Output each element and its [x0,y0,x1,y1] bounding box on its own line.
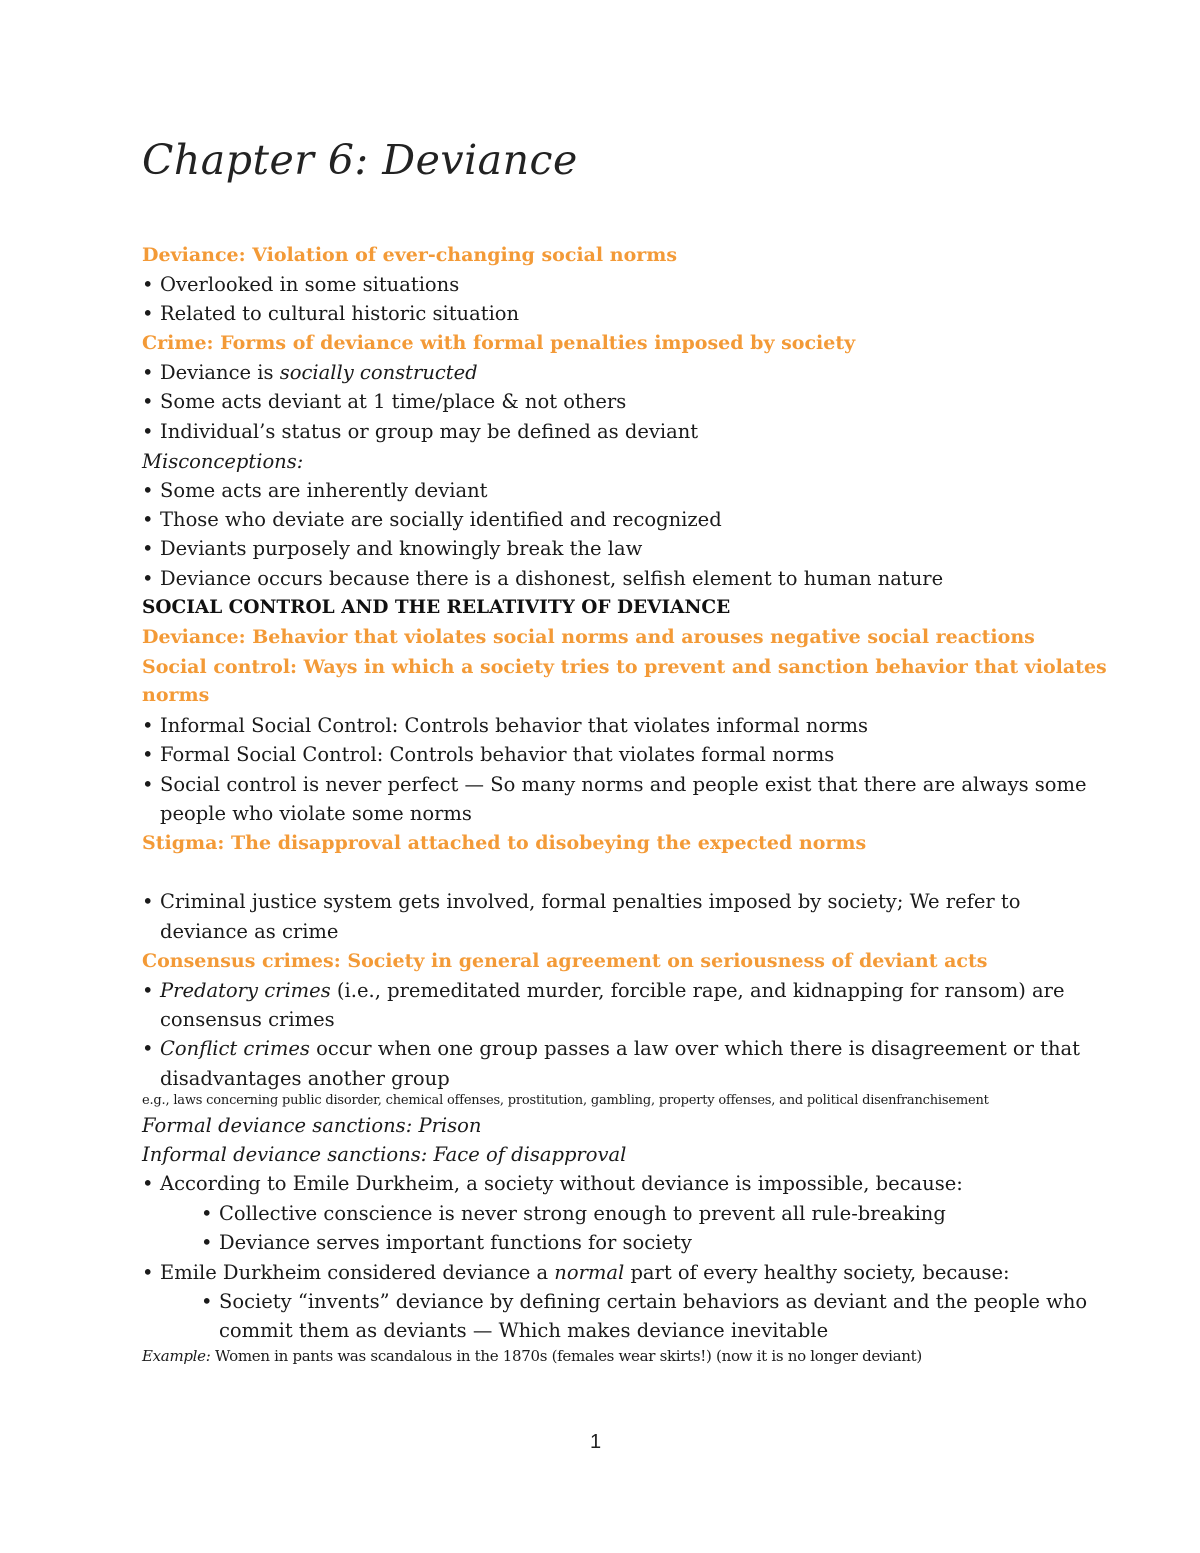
list-item: • Individual’s status or group may be defined as deviant [142,417,698,446]
example-note: e.g., laws concerning public disorder, chemical offenses, prostitution, gambling, property offenses, and political disenfranchisement [142,1093,989,1108]
formal-sanctions: Formal deviance sanctions: Prison [142,1114,482,1137]
bullet: • [142,1037,154,1060]
definition-social-control-cont: norms [142,684,210,706]
bullet: • [142,420,154,443]
list-item-continuation: people who violate some norms [160,802,472,825]
bullet: • [142,273,154,296]
list-item-continuation: consensus crimes [160,1008,335,1031]
bullet: • [142,537,154,560]
bullet: • [142,302,154,325]
bullet: • [142,361,154,384]
definition-deviance-behavior: Deviance: Behavior that violates social norms and arouses negative social reactions [142,626,1035,648]
list-item: • Deviants purposely and knowingly break the law [142,534,642,563]
bullet: • [142,714,154,737]
list-item-continuation: disadvantages another group [160,1067,450,1090]
definition-deviance: Deviance: Violation of ever-changing social norms [142,244,678,266]
bullet: • [142,773,154,796]
list-item: • Overlooked in some situations [142,270,459,299]
bullet: • [142,390,154,413]
section-heading: SOCIAL CONTROL AND THE RELATIVITY OF DEVIANCE [142,597,731,618]
bullet: • [142,1261,154,1284]
definition-crime: Crime: Forms of deviance with formal penalties imposed by society [142,332,856,354]
bullet: • [142,1172,154,1195]
definition-consensus-crimes: Consensus crimes: Society in general agreement on seriousness of deviant acts [142,950,988,972]
list-item: • Social control is never perfect — So many norms and people exist that there are always some [142,770,1087,799]
list-item: • Informal Social Control: Controls behavior that violates informal norms [142,711,868,740]
list-item: • Predatory crimes (i.e., premeditated murder, forcible rape, and kidnapping for ransom) are [142,976,1065,1005]
list-item: • Some acts are inherently deviant [142,476,488,505]
list-item: • Some acts deviant at 1 time/place & not others [142,387,626,416]
bullet: • [201,1290,213,1313]
informal-sanctions: Informal deviance sanctions: Face of disapproval [142,1143,627,1166]
sub-list-item: • Collective conscience is never strong enough to prevent all rule-breaking [201,1199,946,1228]
list-item: • Those who deviate are socially identified and recognized [142,505,722,534]
list-item: • Formal Social Control: Controls behavior that violates formal norms [142,740,834,769]
list-item-continuation: deviance as crime [160,920,339,943]
page-title: Chapter 6: Deviance [142,136,578,184]
list-item: • Emile Durkheim considered deviance a normal part of every healthy society, because: [142,1258,1010,1287]
bullet: • [142,890,154,913]
list-item: • According to Emile Durkheim, a society without deviance is impossible, because: [142,1169,963,1198]
list-item: • Deviance occurs because there is a dishonest, selfish element to human nature [142,564,943,593]
example-line: Example: Women in pants was scandalous in the 1870s (females wear skirts!) (now it is no longer deviant) [142,1347,922,1365]
list-item: • Related to cultural historic situation [142,299,519,328]
bullet: • [201,1231,213,1254]
definition-social-control: Social control: Ways in which a society tries to prevent and sanction behavior that violates [142,656,1107,678]
sub-list-item: • Deviance serves important functions for society [201,1228,692,1257]
misconceptions-heading: Misconceptions: [142,450,304,473]
bullet: • [142,567,154,590]
sub-list-item: • Society “invents” deviance by defining certain behaviors as deviant and the people who [201,1287,1087,1316]
list-item: • Deviance is socially constructed [142,358,478,387]
bullet: • [142,479,154,502]
list-item: • Conflict crimes occur when one group passes a law over which there is disagreement or that [142,1034,1080,1063]
sub-list-item-continuation: commit them as deviants — Which makes deviance inevitable [219,1319,829,1342]
bullet: • [142,743,154,766]
bullet: • [142,979,154,1002]
bullet: • [201,1202,213,1225]
bullet: • [142,508,154,531]
page-number: 1 [590,1431,602,1453]
list-item: • Criminal justice system gets involved, formal penalties imposed by society; We refer to [142,887,1021,916]
definition-stigma: Stigma: The disapproval attached to disobeying the expected norms [142,832,867,854]
